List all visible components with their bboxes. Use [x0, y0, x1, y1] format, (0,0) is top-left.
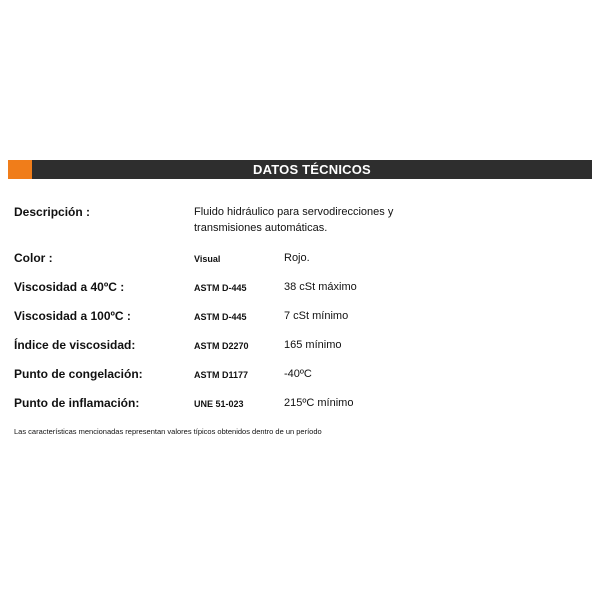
section-header-bar	[8, 160, 592, 179]
spec-label: Color :	[14, 251, 53, 265]
spec-method: ASTM D2270	[194, 341, 249, 351]
spec-method: Visual	[194, 254, 221, 264]
spec-value: 165 mínimo	[284, 339, 342, 351]
description-line-1: Fluido hidráulico para servodirecciones y	[194, 206, 394, 218]
spec-label: Índice de viscosidad:	[14, 338, 136, 352]
description-line-2: transmisiones automáticas.	[194, 222, 328, 234]
spec-row-freezing-point	[14, 366, 594, 395]
spec-label: Viscosidad a 100ºC :	[14, 309, 131, 323]
spec-value: Rojo.	[284, 252, 310, 264]
spec-method: UNE 51-023	[194, 399, 244, 409]
spec-method: ASTM D-445	[194, 312, 247, 322]
header-accent-block	[8, 160, 32, 179]
spec-row-viscosity-100	[14, 308, 594, 337]
section-title: DATOS TÉCNICOS	[253, 162, 371, 177]
spec-value: -40ºC	[284, 368, 312, 380]
spec-method: ASTM D1177	[194, 370, 249, 380]
spec-label: Viscosidad a 40ºC :	[14, 280, 125, 294]
spec-label: Descripción :	[14, 205, 91, 219]
footnote: Las características mencionadas representan valores típicos obtenidos dentro de un período	[14, 427, 322, 436]
spec-row-flash-point	[14, 395, 594, 424]
spec-method: ASTM D-445	[194, 283, 247, 293]
spec-label: Punto de congelación:	[14, 367, 143, 381]
spec-value	[194, 204, 444, 236]
spec-label: Punto de inflamación:	[14, 396, 140, 410]
spec-value: 215ºC mínimo	[284, 397, 354, 409]
spec-value: 7 cSt mínimo	[284, 310, 349, 322]
spec-value: 38 cSt máximo	[284, 281, 357, 293]
spec-table	[14, 204, 594, 424]
spec-row-viscosity-index	[14, 337, 594, 366]
spec-row-viscosity-40	[14, 279, 594, 308]
spec-row-color	[14, 250, 594, 279]
spec-row-description	[14, 204, 594, 250]
